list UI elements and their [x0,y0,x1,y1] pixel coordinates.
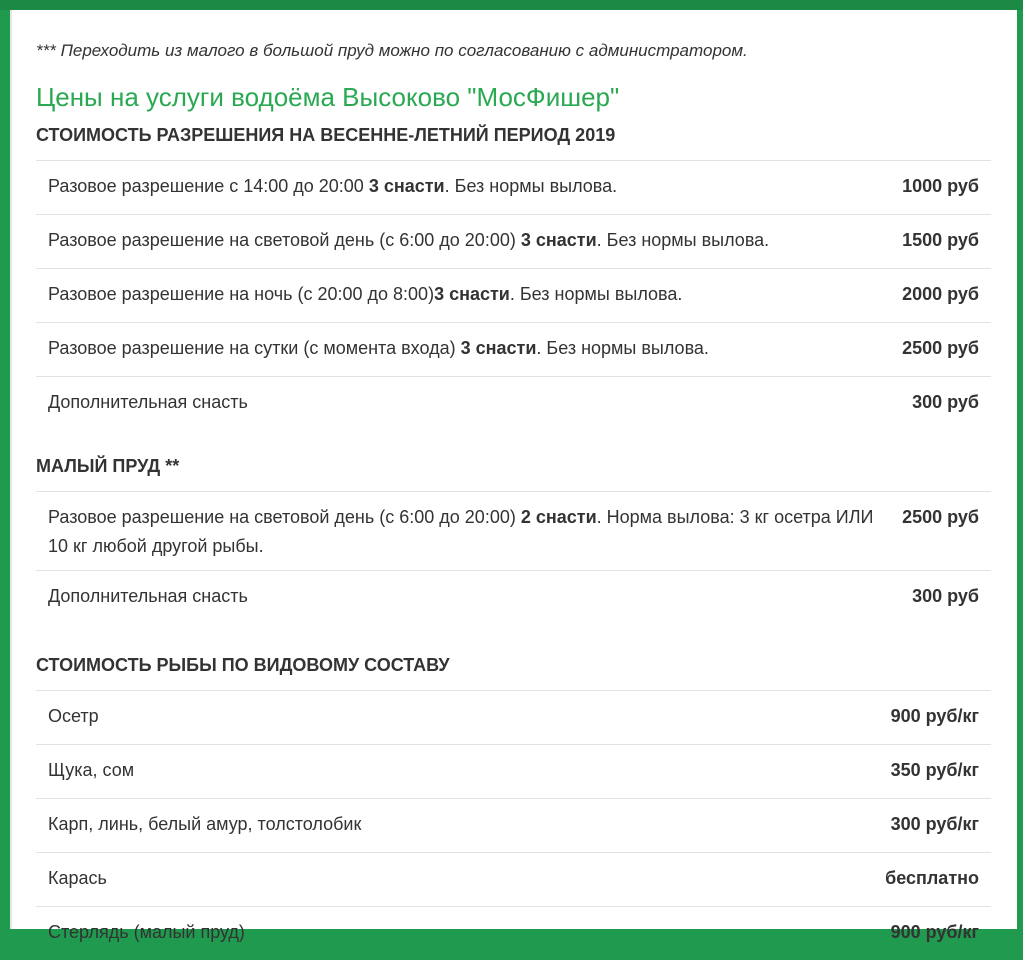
row-description: Щука, сом [36,745,767,799]
fish-prices-table [36,690,991,960]
row-price: 1000 руб [890,161,991,215]
table-row [36,161,991,215]
row-price: 300 руб [902,571,991,625]
content-panel [10,10,1017,929]
small-pond-table [36,491,991,624]
row-description: Разовое разрешение на световой день (с 6:00 до 20:00) 2 снасти. Норма вылова: 3 кг осетра ИЛИ 10 кг любой другой рыбы. [36,492,902,571]
page-title: Цены на услуги водоёма Высоково "МосФишер" [36,82,619,113]
row-description: Стерлядь (малый пруд) [36,907,767,960]
row-description: Разовое разрешение с 14:00 до 20:00 3 снасти. Без нормы вылова. [36,161,890,215]
row-description: Карп, линь, белый амур, толстолобик [36,799,767,853]
row-price: 300 руб/кг [767,799,991,853]
table-row [36,745,991,799]
table-row [36,215,991,269]
row-price: 2000 руб [890,269,991,323]
section-heading-small-pond: МАЛЫЙ ПРУД ** [36,456,179,477]
table-row [36,907,991,960]
table-row [36,799,991,853]
row-price: 2500 руб [890,323,991,377]
table-row [36,571,991,625]
note-text: *** Переходить из малого в большой пруд можно по согласованию с администратором. [36,41,748,61]
row-price: 350 руб/кг [767,745,991,799]
row-description: Разовое разрешение на световой день (с 6:00 до 20:00) 3 снасти. Без нормы вылова. [36,215,890,269]
table-row [36,691,991,745]
row-price: бесплатно [767,853,991,907]
table-row [36,323,991,377]
top-edge [0,0,1023,10]
table-row [36,377,991,431]
row-description: Осетр [36,691,767,745]
row-price: 2500 руб [902,492,991,571]
section-heading-permits: СТОИМОСТЬ РАЗРЕШЕНИЯ НА ВЕСЕННЕ-ЛЕТНИЙ ПЕРИОД 2019 [36,125,615,146]
row-price: 900 руб/кг [767,691,991,745]
row-price: 900 руб/кг [767,907,991,960]
row-price: 1500 руб [890,215,991,269]
table-row [36,492,991,571]
row-description: Дополнительная снасть [36,571,902,625]
row-description: Разовое разрешение на ночь (с 20:00 до 8:00)3 снасти. Без нормы вылова. [36,269,890,323]
table-row [36,269,991,323]
row-price: 300 руб [890,377,991,431]
row-description: Дополнительная снасть [36,377,890,431]
section-heading-fish-prices: СТОИМОСТЬ РЫБЫ ПО ВИДОВОМУ СОСТАВУ [36,655,450,676]
row-description: Карась [36,853,767,907]
permits-table [36,160,991,430]
table-row [36,853,991,907]
row-description: Разовое разрешение на сутки (с момента входа) 3 снасти. Без нормы вылова. [36,323,890,377]
